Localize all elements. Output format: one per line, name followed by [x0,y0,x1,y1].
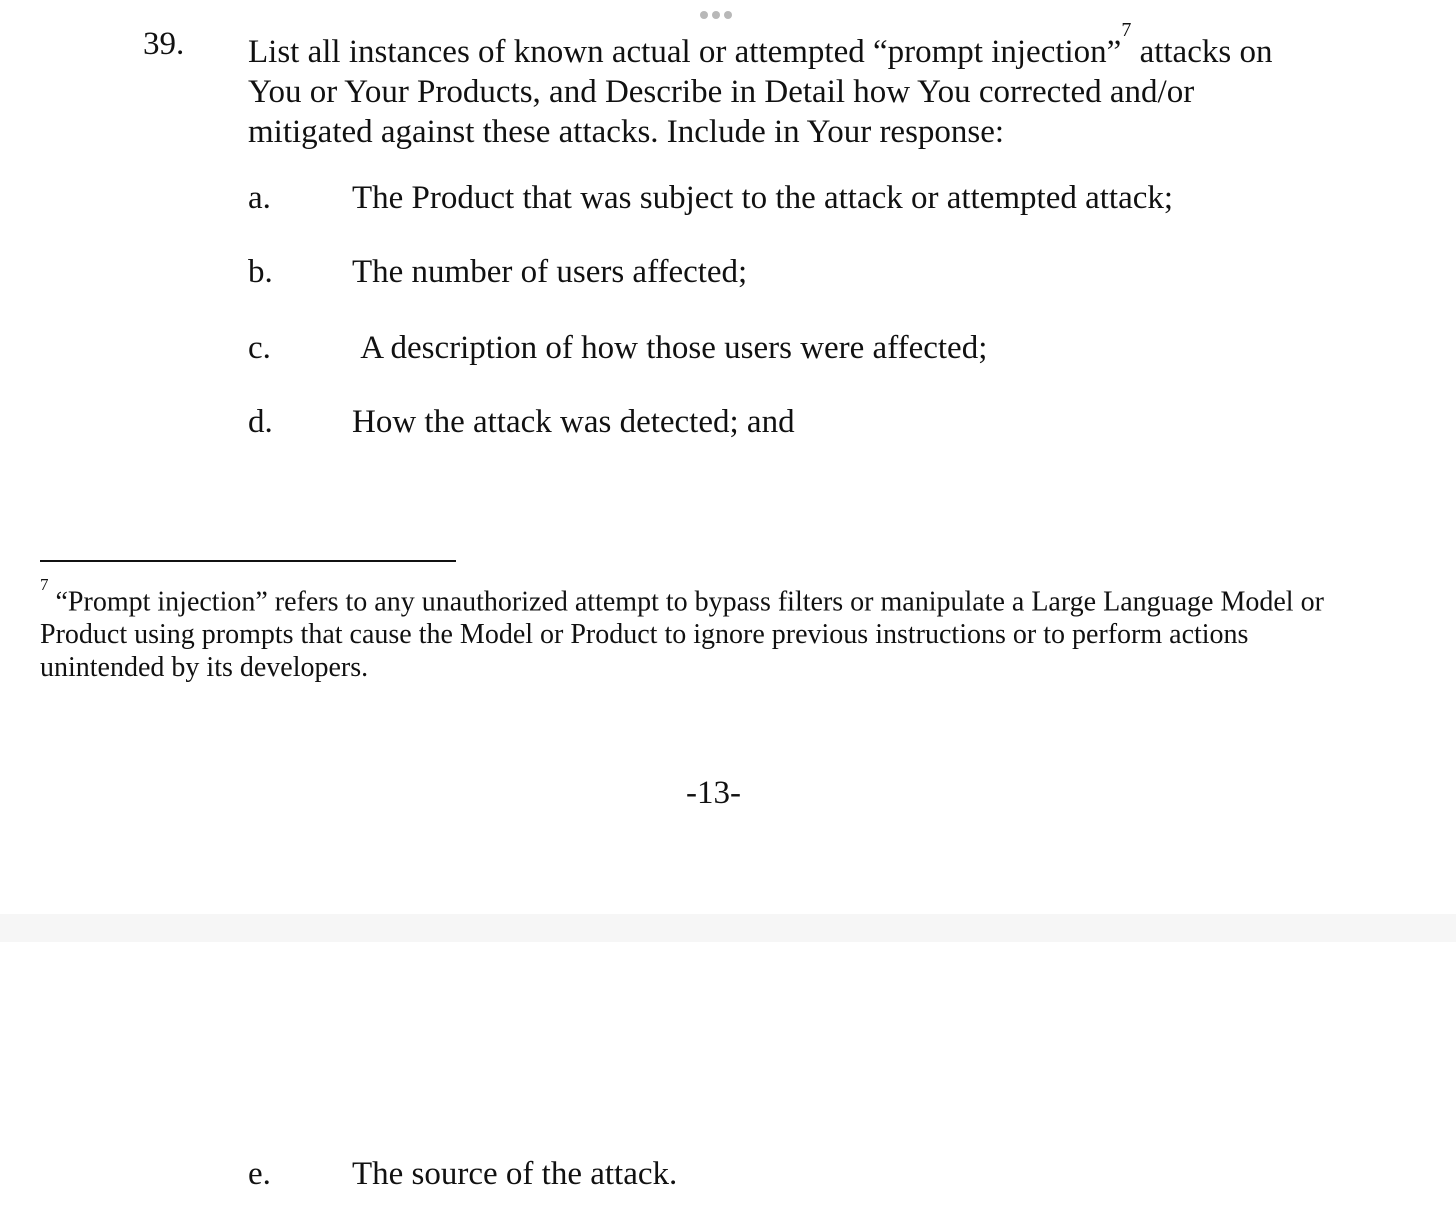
item-b-text: The number of users affected; [352,254,748,290]
footnote-line-1-text: “Prompt injection” refers to any unauthorized attempt to bypass filters or manipulate a Large Language Model or [48,586,1324,618]
footnote-separator [40,560,456,562]
paragraph-line-2: You or Your Products, and Describe in Detail how You corrected and/or [248,74,1195,110]
more-options-icon[interactable] [700,11,732,19]
dot [700,11,708,19]
item-e-text: The source of the attack. [352,1156,678,1192]
paragraph-line-1-end: attacks on [1131,34,1273,70]
document-page-14 [0,942,1456,1211]
footnote [40,575,1380,684]
dot [724,11,732,19]
paragraph-line-3: mitigated against these attacks. Include in Your response: [248,114,1005,150]
paragraph-line-1-start: List all instances of known actual or attempted “prompt injection” [248,34,1122,70]
item-d-letter: d. [248,404,273,440]
item-d-text: How the attack was detected; and [352,404,795,440]
footnote-marker: 7 [40,575,49,594]
paragraph-line-1 [248,19,1368,72]
item-b-letter: b. [248,254,273,290]
paragraph-number: 39. [143,26,185,62]
dot [712,11,720,19]
item-e-letter: e. [248,1156,271,1192]
footnote-line-1 [40,575,1380,618]
item-c-text: A description of how those users were affected; [352,330,988,366]
item-c-letter: c. [248,330,271,366]
footnote-line-2: Product using prompts that cause the Model or Product to ignore previous instructions or to perform actions [40,619,1249,651]
page-divider [0,914,1456,942]
item-a-letter: a. [248,180,271,216]
footnote-line-3: unintended by its developers. [40,652,369,684]
paragraph-text [248,19,1368,152]
page-number: -13- [686,775,741,811]
footnote-reference[interactable]: 7 [1121,19,1132,41]
item-a-text: The Product that was subject to the attack or attempted attack; [352,180,1174,216]
